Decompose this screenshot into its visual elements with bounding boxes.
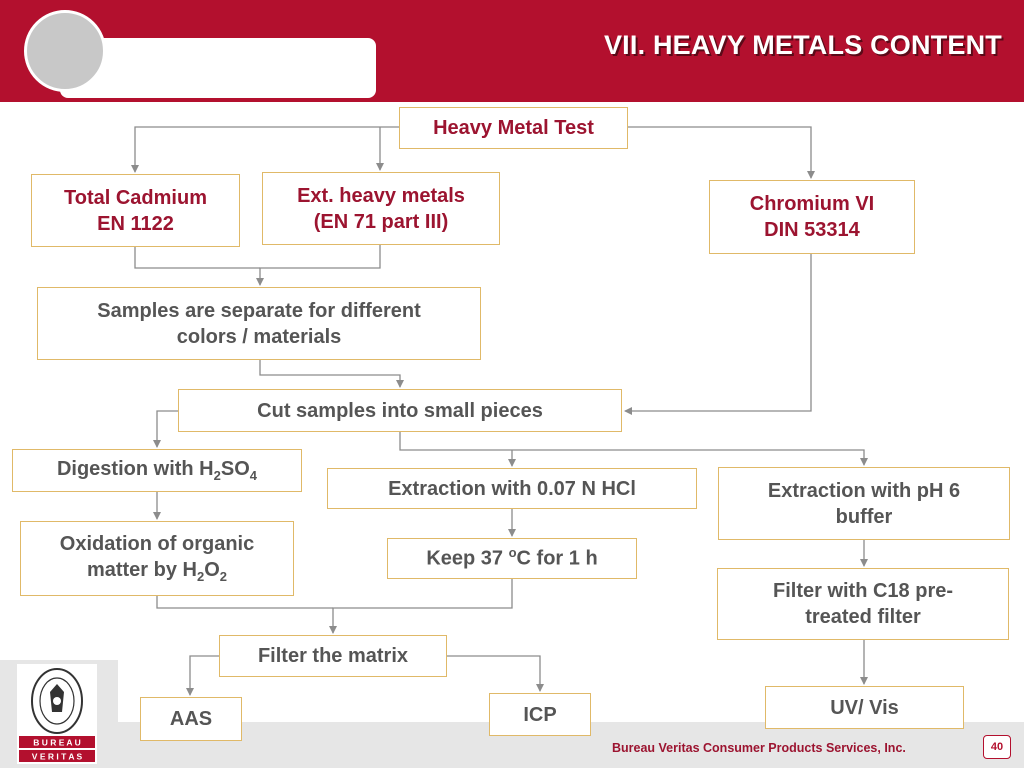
node-keep-37c [387,538,637,579]
node-oxidation [20,521,294,596]
node-uv-vis [765,686,964,729]
connector-cut-to-branches [400,432,864,465]
node-ext-heavy-metals [262,172,500,245]
node-total-cadmium-line1: Total Cadmium [64,186,207,209]
node-ext-heavy-line1: Ext. heavy metals [297,184,465,207]
node-extraction-hcl-label: Extraction with 0.07 N HCl [388,477,636,500]
connector-samples-to-cut [260,360,400,387]
connector-test-to-cadmium [135,127,399,172]
node-aas [140,697,242,741]
header-decoration-circle [24,10,106,92]
node-heavy-metal-test [399,107,628,149]
node-oxidation-line1: Oxidation of organic [59,533,255,556]
node-chromium-line1: Chromium VI [749,193,875,215]
connector-filter-to-aas [190,656,219,695]
node-filter-matrix-label: Filter the matrix [257,645,409,667]
node-filter-c18-line2: treated filter [805,606,921,628]
node-oxidation-line2: matter by $H_2O_2$ [86,559,228,585]
node-ext-heavy-line2: (EN 71 part III) [313,210,449,233]
node-filter-matrix [219,635,447,677]
logo-line1: B U R E A U [33,737,81,748]
header-decoration-pill [60,38,376,98]
node-uv-vis-label: UV/ Vis [830,696,899,719]
node-aas-label: AAS [169,708,213,730]
node-extraction-ph6-line1: Extraction with pH 6 [767,479,961,502]
node-extraction-ph6 [718,467,1010,540]
node-keep-37c-label: Keep 37 $^o$C for 1 h [426,545,598,570]
footer-company: Bureau Veritas Consumer Products Services, Inc. [612,741,906,755]
node-icp-label: ICP [523,703,557,726]
node-samples-separate-line2: colors / materials [176,325,342,348]
logo-line2: V E R I T A S [31,751,83,762]
slide-title: VII. HEAVY METALS CONTENT [603,30,1002,60]
node-extraction-hcl [327,468,697,509]
connector-oxidation-to-filter [157,596,333,608]
node-icp [489,693,591,736]
page-number: 40 [983,735,1011,759]
node-chromium-vi [709,180,915,254]
node-filter-c18 [717,568,1009,640]
node-cut-samples-label: Cut samples into small pieces [257,399,543,422]
node-cut-samples [178,389,622,432]
node-total-cadmium [31,174,240,247]
node-extraction-ph6-line2: buffer [835,505,893,528]
node-samples-separate-line1: Samples are separate for different [97,299,421,322]
connector-cut-to-digestion [157,411,178,447]
connector-ext-heavy-to-samples [260,245,380,285]
node-digestion [12,449,302,492]
node-filter-c18-line1: Filter with C18 pre- [772,580,954,602]
connector-cadmium-to-samples [135,247,260,268]
node-chromium-line2: DIN 53314 [764,219,860,241]
node-heavy-metal-test-label: Heavy Metal Test [433,117,594,139]
connector-chromium-to-cut [625,254,811,411]
node-total-cadmium-line2: EN 1122 [97,212,174,235]
node-samples-separate [37,287,481,360]
connector-keep-to-filter [333,579,512,633]
connector-test-to-chromium [628,127,811,178]
connector-filter-to-icp [447,656,540,691]
node-digestion-label: Digestion with $H_2SO_4$ [56,458,258,484]
